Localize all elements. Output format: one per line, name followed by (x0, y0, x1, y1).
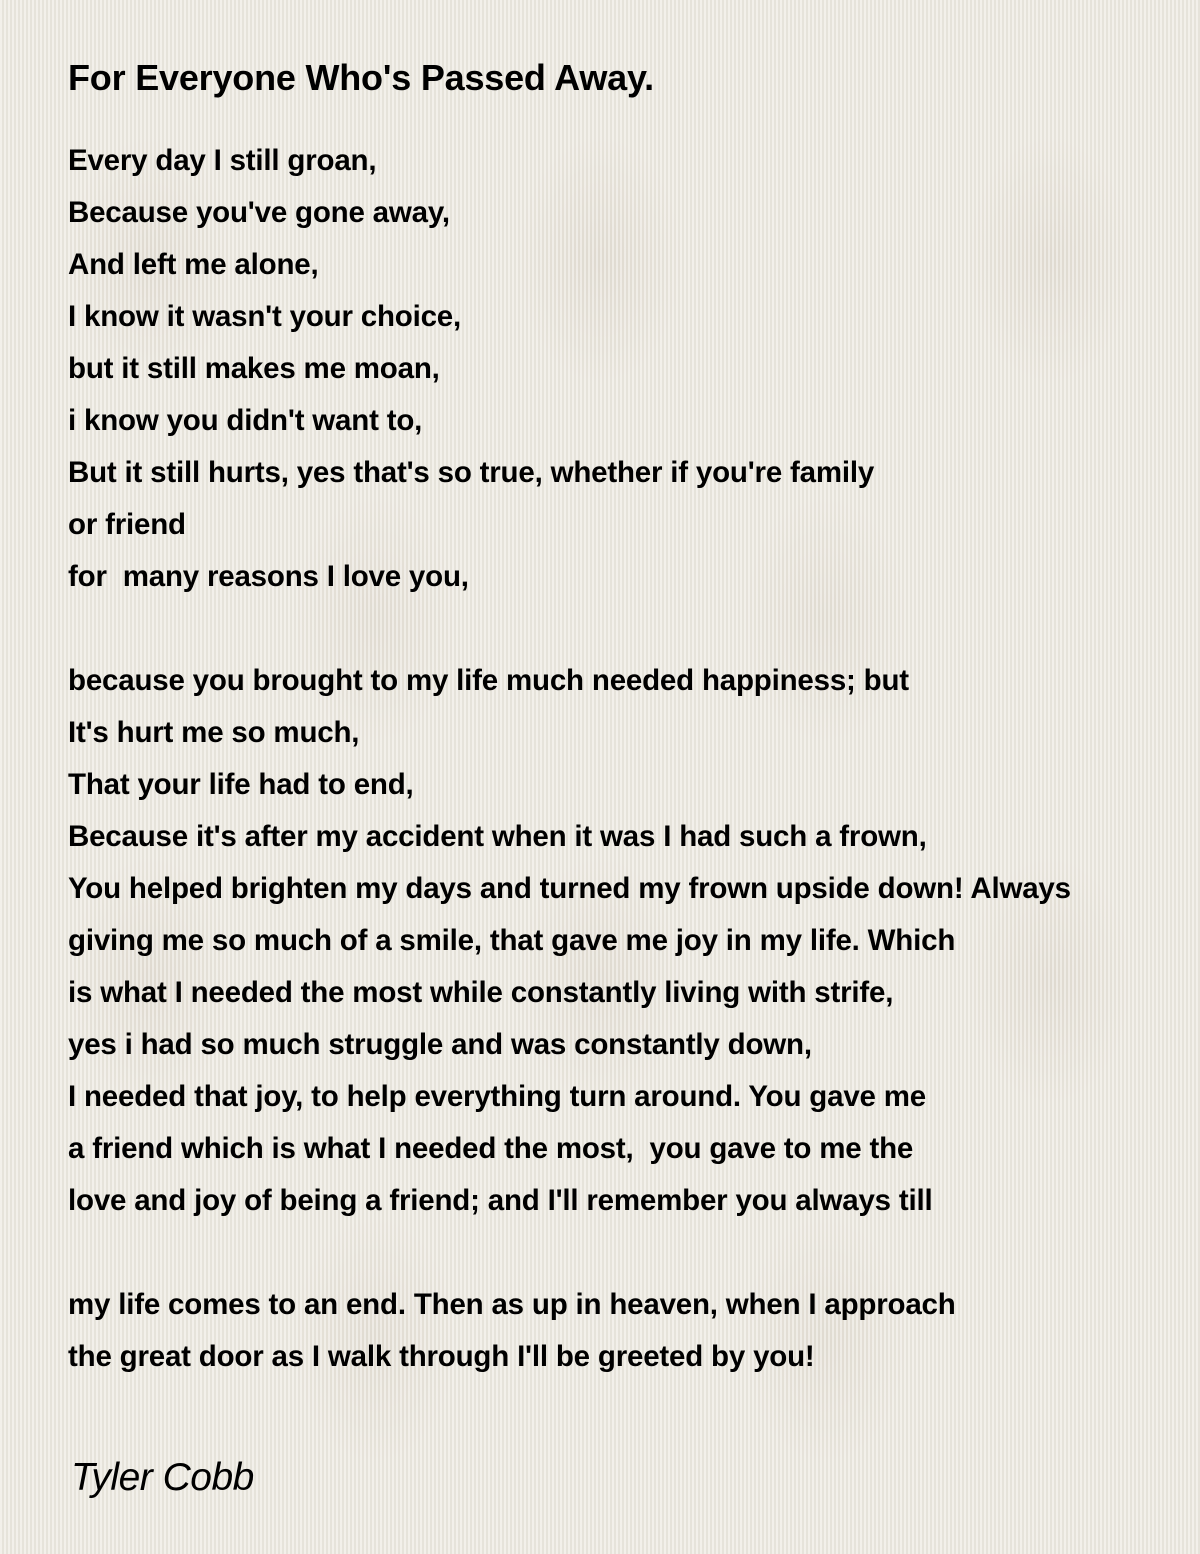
poem-line: That your life had to end, (68, 768, 414, 801)
poem-line: I know it wasn't your choice, (68, 300, 461, 333)
poem-author: Tyler Cobb (71, 1456, 254, 1499)
poem-line: the great door as I walk through I'll be greeted by you! (68, 1340, 815, 1373)
poem-line: But it still hurts, yes that's so true, whether if you're family (68, 456, 875, 489)
poem-line: for many reasons I love you, (68, 560, 469, 593)
poem-line: is what I needed the most while constantly living with strife, (68, 976, 894, 1009)
poem-title: For Everyone Who's Passed Away. (68, 57, 654, 98)
poem-body (68, 135, 1193, 1383)
poem-line: yes i had so much struggle and was constantly down, (68, 1028, 812, 1061)
poem-line: or friend (68, 508, 186, 541)
poem-line: Every day I still groan, (68, 144, 377, 177)
stanza-break (68, 603, 1193, 655)
poem-line: love and joy of being a friend; and I'll remember you always till (68, 1184, 933, 1217)
poem-line: but it still makes me moan, (68, 352, 440, 385)
poem-line: I needed that joy, to help everything turn around. You gave me (68, 1080, 926, 1113)
poem-line: a friend which is what I needed the most, you gave to me the (68, 1132, 914, 1165)
poem-line: giving me so much of a smile, that gave me joy in my life. Which (68, 924, 956, 957)
poem-line: Because you've gone away, (68, 196, 450, 229)
poem-line: And left me alone, (68, 248, 319, 281)
stanza-break (68, 1227, 1193, 1279)
poem-line: You helped brighten my days and turned my frown upside down! Always (68, 872, 1071, 905)
poem-line: my life comes to an end. Then as up in heaven, when I approach (68, 1288, 956, 1321)
poem-line: It's hurt me so much, (68, 716, 360, 749)
poem-line: Because it's after my accident when it was I had such a frown, (68, 820, 927, 853)
poem-line: i know you didn't want to, (68, 404, 423, 437)
poem-line: because you brought to my life much needed happiness; but (68, 664, 909, 697)
poem-container (68, 52, 1193, 1383)
